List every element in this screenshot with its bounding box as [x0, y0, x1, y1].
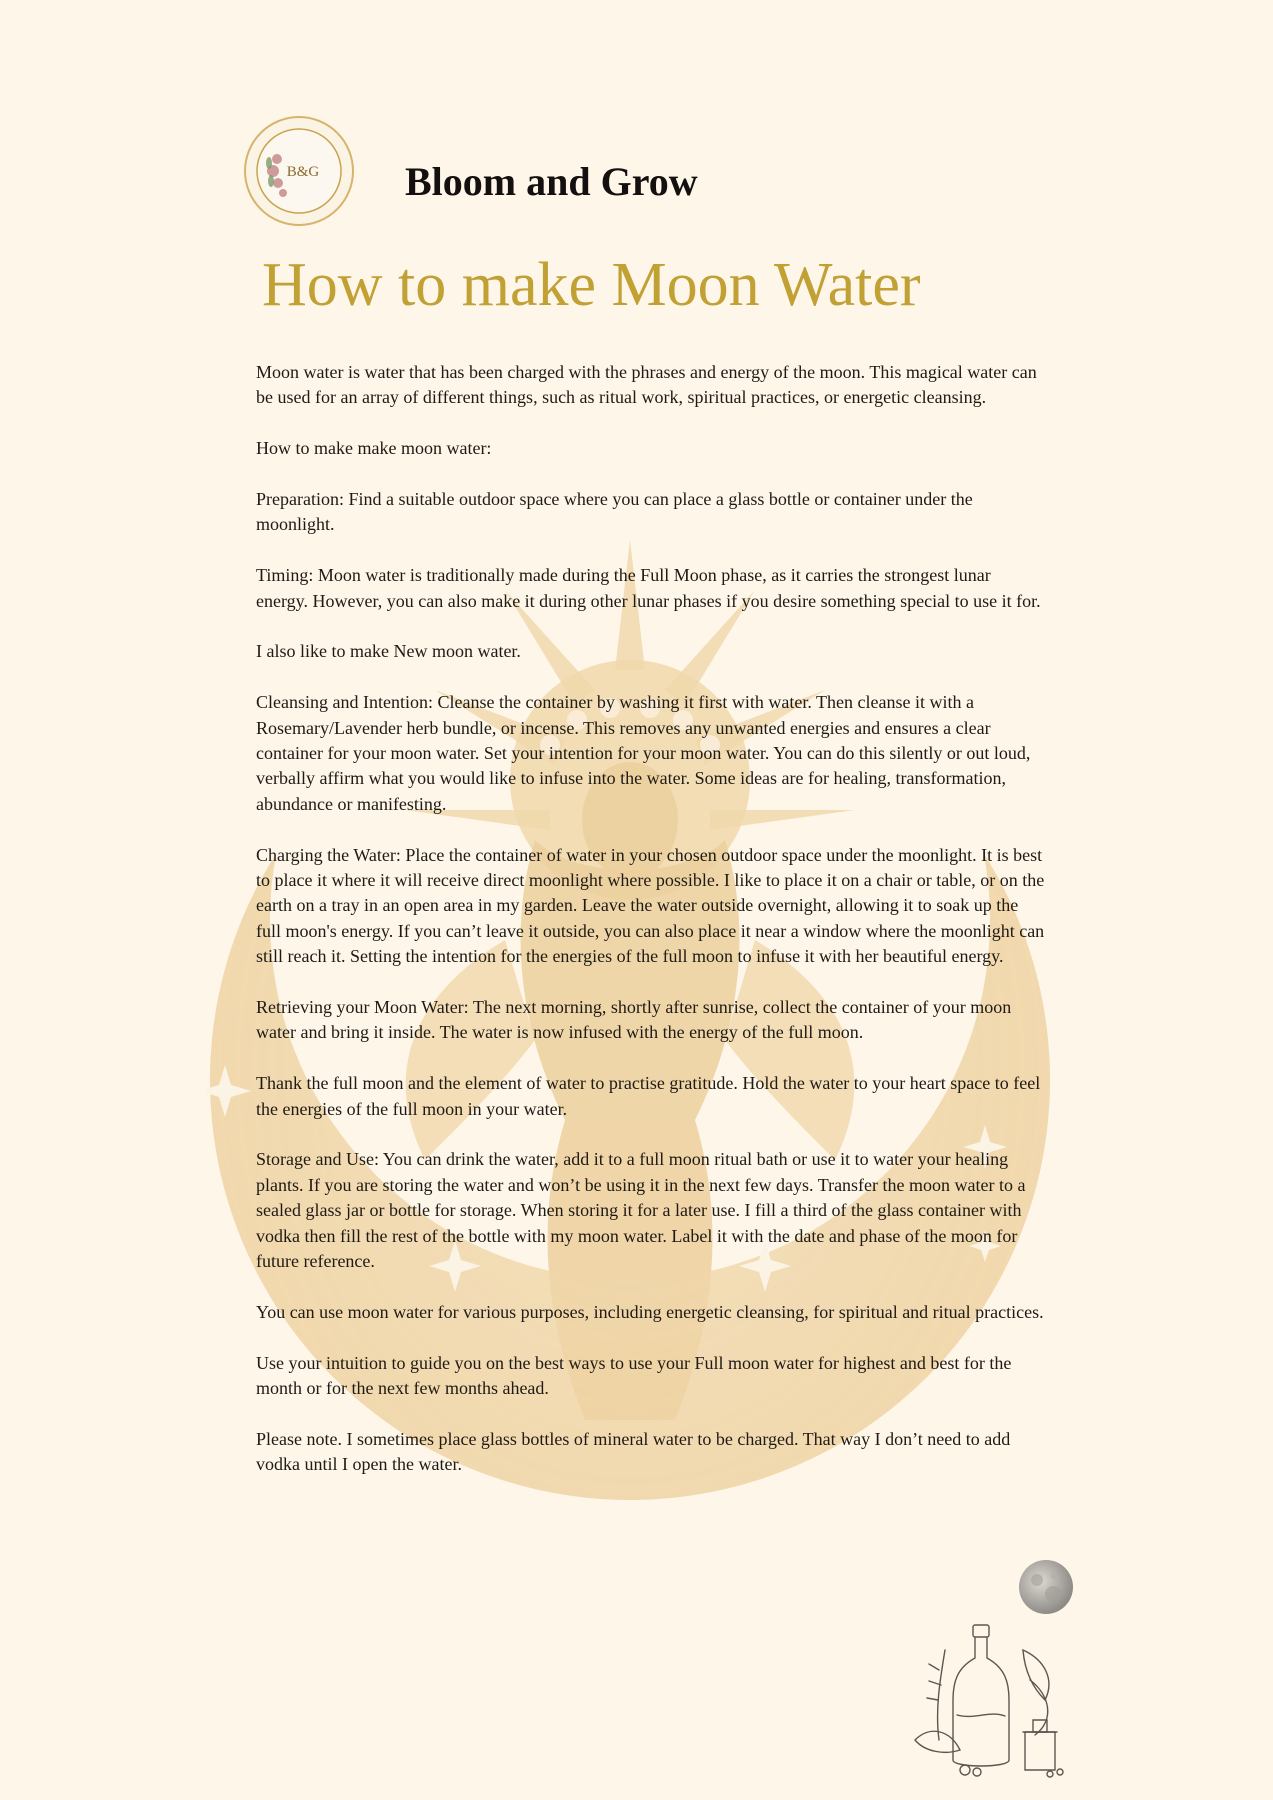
- paragraph-gratitude: Thank the full moon and the element of water to practise gratitude. Hold the water to your heart space to feel the energies of the full moon in your water.: [256, 1073, 1041, 1119]
- page-title: How to make Moon Water: [262, 251, 921, 319]
- bottle-herbs-illustration-icon: [905, 1620, 1075, 1780]
- moon-icon: [1017, 1558, 1075, 1616]
- paragraph-preparation: Preparation: Find a suitable outdoor space where you can place a glass bottle or container under the moonlight.: [256, 489, 973, 535]
- paragraph-retrieving: Retrieving your Moon Water: The next morning, shortly after sunrise, collect the container of your moon water and bring it inside. The water is now infused with the energy of the full moon.: [256, 997, 1012, 1043]
- brand-name: Bloom and Grow: [405, 159, 698, 204]
- paragraph-new-moon: I also like to make New moon water.: [256, 641, 521, 662]
- paragraph-intro: Moon water is water that has been charged with the phrases and energy of the moon. This magical water can be used for an array of different things, such as ritual work, spiritual practices, or energetic cleansing.: [256, 362, 1037, 408]
- paragraph-note: Please note. I sometimes place glass bottles of mineral water to be charged. That way I don’t need to add vodka until I open the water.: [256, 1428, 1011, 1475]
- logo-text: B&G: [286, 164, 320, 180]
- logo-badge-icon: [243, 115, 355, 227]
- paragraph-how-to: How to make make moon water:: [256, 438, 492, 459]
- paragraph-cleansing: Cleansing and Intention: Cleanse the container by washing it first with water. Then cleanse it with a Rosemary/Lavender herb bundle, or incense. This removes any unwanted energies and ensures a clear container for your moon water. Set your intention for your moon water. You can do this silently or out loud, verbally affirm what you would like to infuse into the water. Some ideas are for healing, transformation, abundance or manifesting.: [256, 692, 1031, 814]
- paragraph-timing: Timing: Moon water is traditionally made during the Full Moon phase, as it carries the strongest lunar energy. However, you can also make it during other lunar phases if you desire something special to use it for.: [256, 565, 1041, 611]
- paragraph-uses: You can use moon water for various purposes, including energetic cleansing, for spiritual and ritual practices.: [256, 1301, 1044, 1322]
- paragraph-storage: Storage and Use: You can drink the water, add it to a full moon ritual bath or use it to water your healing plants. If you are storing the water and won’t be using it in the next few days. Transfer the moon water to a sealed glass jar or bottle for storage. When storing it for a later use. I fill a third of the glass container with vodka then fill the rest of the bottle with my moon water. Label it with the date and phase of the moon for future reference.: [256, 1149, 1026, 1272]
- article-body: [256, 360, 1046, 1503]
- paragraph-charging: Charging the Water: Place the container of water in your chosen outdoor space under the moonlight. It is best to place it where it will receive direct moonlight where possible. I like to place it on a chair or table, or on the earth on a tray in an open area in my garden. Leave the water outside overnight, allowing it to soak up the full moon's energy. If you can’t leave it outside, you can also place it near a window where the moonlight can still reach it. Setting the intention for the energies of the full moon to infuse it with her beautiful energy.: [256, 844, 1045, 967]
- paragraph-intuition: Use your intuition to guide you on the best ways to use your Full moon water for highest and best for the month or for the next few months ahead.: [256, 1352, 1012, 1399]
